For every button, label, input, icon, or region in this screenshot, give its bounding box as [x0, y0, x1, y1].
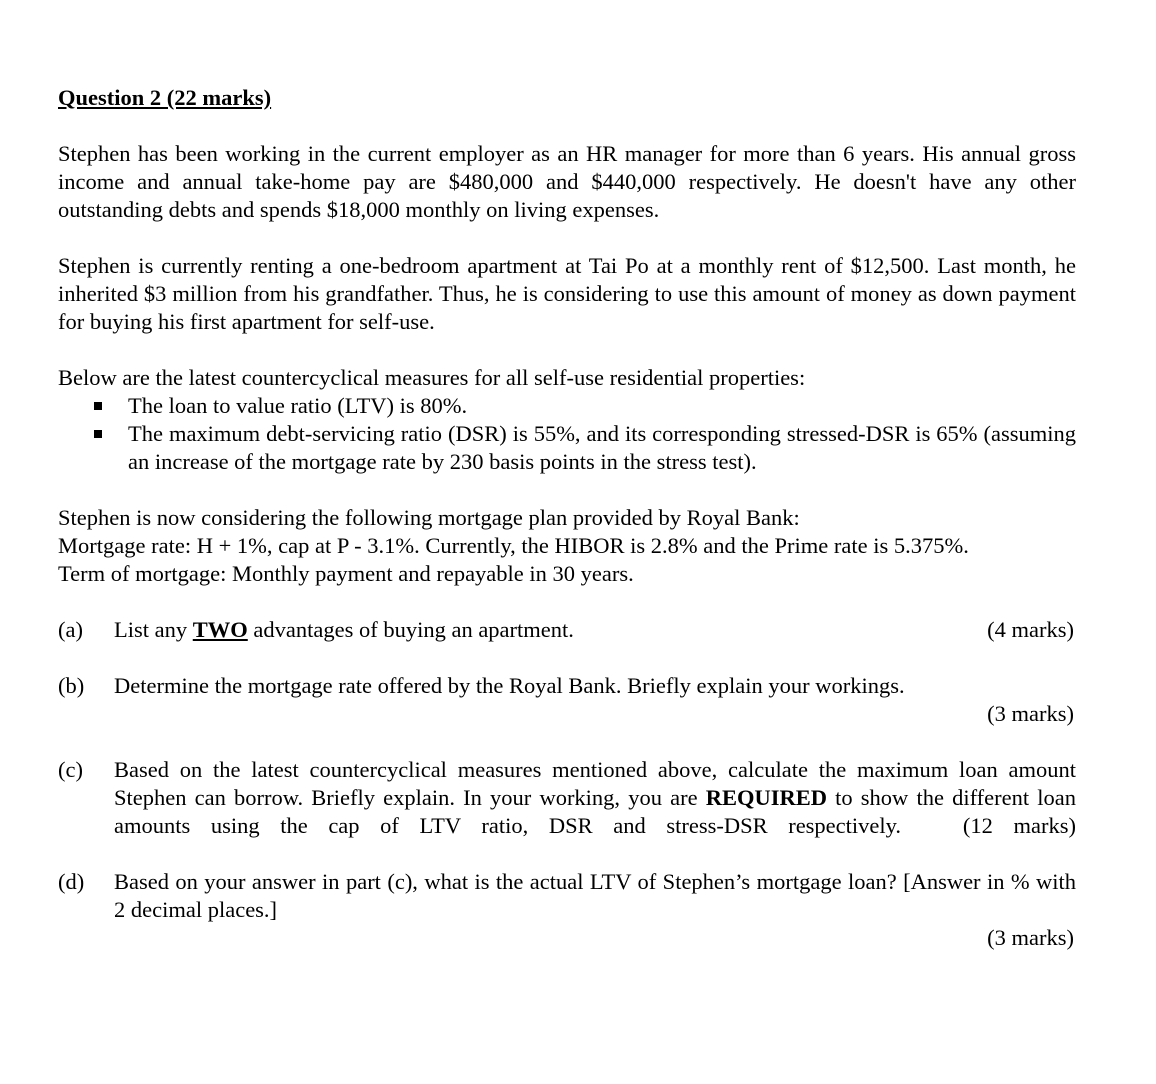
measure-item-text: The maximum debt-servicing ratio (DSR) is 55%, and its corresponding stressed-DSR is 65% (assuming an increase of the mortgage rate by 230 basis points in the stress test). — [128, 421, 1076, 474]
question-c — [58, 756, 1076, 840]
marks-label: (3 marks) — [987, 701, 1074, 726]
measures-section — [58, 364, 1076, 476]
question-label: (b) — [58, 673, 85, 698]
square-bullet-icon — [94, 402, 102, 410]
question-label: (c) — [58, 757, 83, 782]
question-text-part: List any — [114, 617, 193, 642]
emphasis-two: TWO — [192, 617, 248, 642]
question-text — [114, 756, 1076, 840]
marks-label: (4 marks) — [987, 617, 1074, 642]
measure-item-dsr — [58, 420, 1076, 476]
question-label: (a) — [58, 617, 83, 642]
question-text — [114, 616, 1076, 644]
measures-intro: Below are the latest countercyclical measures for all self-use residential properties: — [58, 365, 806, 390]
measure-item-text: The loan to value ratio (LTV) is 80%. — [128, 393, 468, 418]
question-document — [58, 84, 1076, 952]
question-label: (d) — [58, 869, 85, 894]
measures-list — [58, 392, 1076, 476]
marks-label: (12 marks) — [962, 813, 1076, 838]
measure-item-ltv — [58, 392, 1076, 420]
question-title: Question 2 (22 marks) — [58, 85, 272, 110]
mortgage-plan-intro: Stephen is now considering the following mortgage plan provided by Royal Bank: — [58, 505, 800, 530]
question-text: Determine the mortgage rate offered by the Royal Bank. Briefly explain your workings. — [114, 673, 905, 698]
question-text-part: to show the different loan amounts using the cap of LTV ratio, DSR and stress-DSR respectively. — [114, 785, 1077, 838]
question-text: Based on your answer in part (c), what is the actual LTV of Stephen’s mortgage loan? [Answer in % with 2 decimal places.] — [114, 869, 1076, 922]
paragraph-renting: Stephen is currently renting a one-bedroom apartment at Tai Po at a monthly rent of $12,500. Last month, he inherited $3 million from his grandfather. Thus, he is considering to use this amount of money as down payment for buying his first apartment for self-use. — [58, 253, 1076, 334]
question-b — [58, 672, 1076, 728]
marks-label: (3 marks) — [987, 925, 1074, 950]
emphasis-required: REQUIRED — [705, 785, 827, 810]
question-d — [58, 868, 1076, 952]
question-text-part: advantages of buying an apartment. — [247, 617, 574, 642]
mortgage-rate-line: Mortgage rate: H + 1%, cap at P - 3.1%. Currently, the HIBOR is 2.8% and the Prime rate is 5.375%. — [58, 533, 969, 558]
paragraph-employment: Stephen has been working in the current employer as an HR manager for more than 6 years. His annual gross income and annual take-home pay are $480,000 and $440,000 respectively. He doesn't have any other outstanding debts and spends $18,000 monthly on living expenses. — [58, 141, 1076, 222]
square-bullet-icon — [94, 430, 102, 438]
question-a — [58, 616, 1076, 644]
mortgage-term-line: Term of mortgage: Monthly payment and repayable in 30 years. — [58, 561, 634, 586]
question-text-part: Based on the latest countercyclical measures mentioned above, calculate the maximum loan amount Stephen can borrow. Briefly explain. In your working, you are — [114, 757, 1076, 810]
mortgage-plan-section — [58, 504, 1076, 588]
